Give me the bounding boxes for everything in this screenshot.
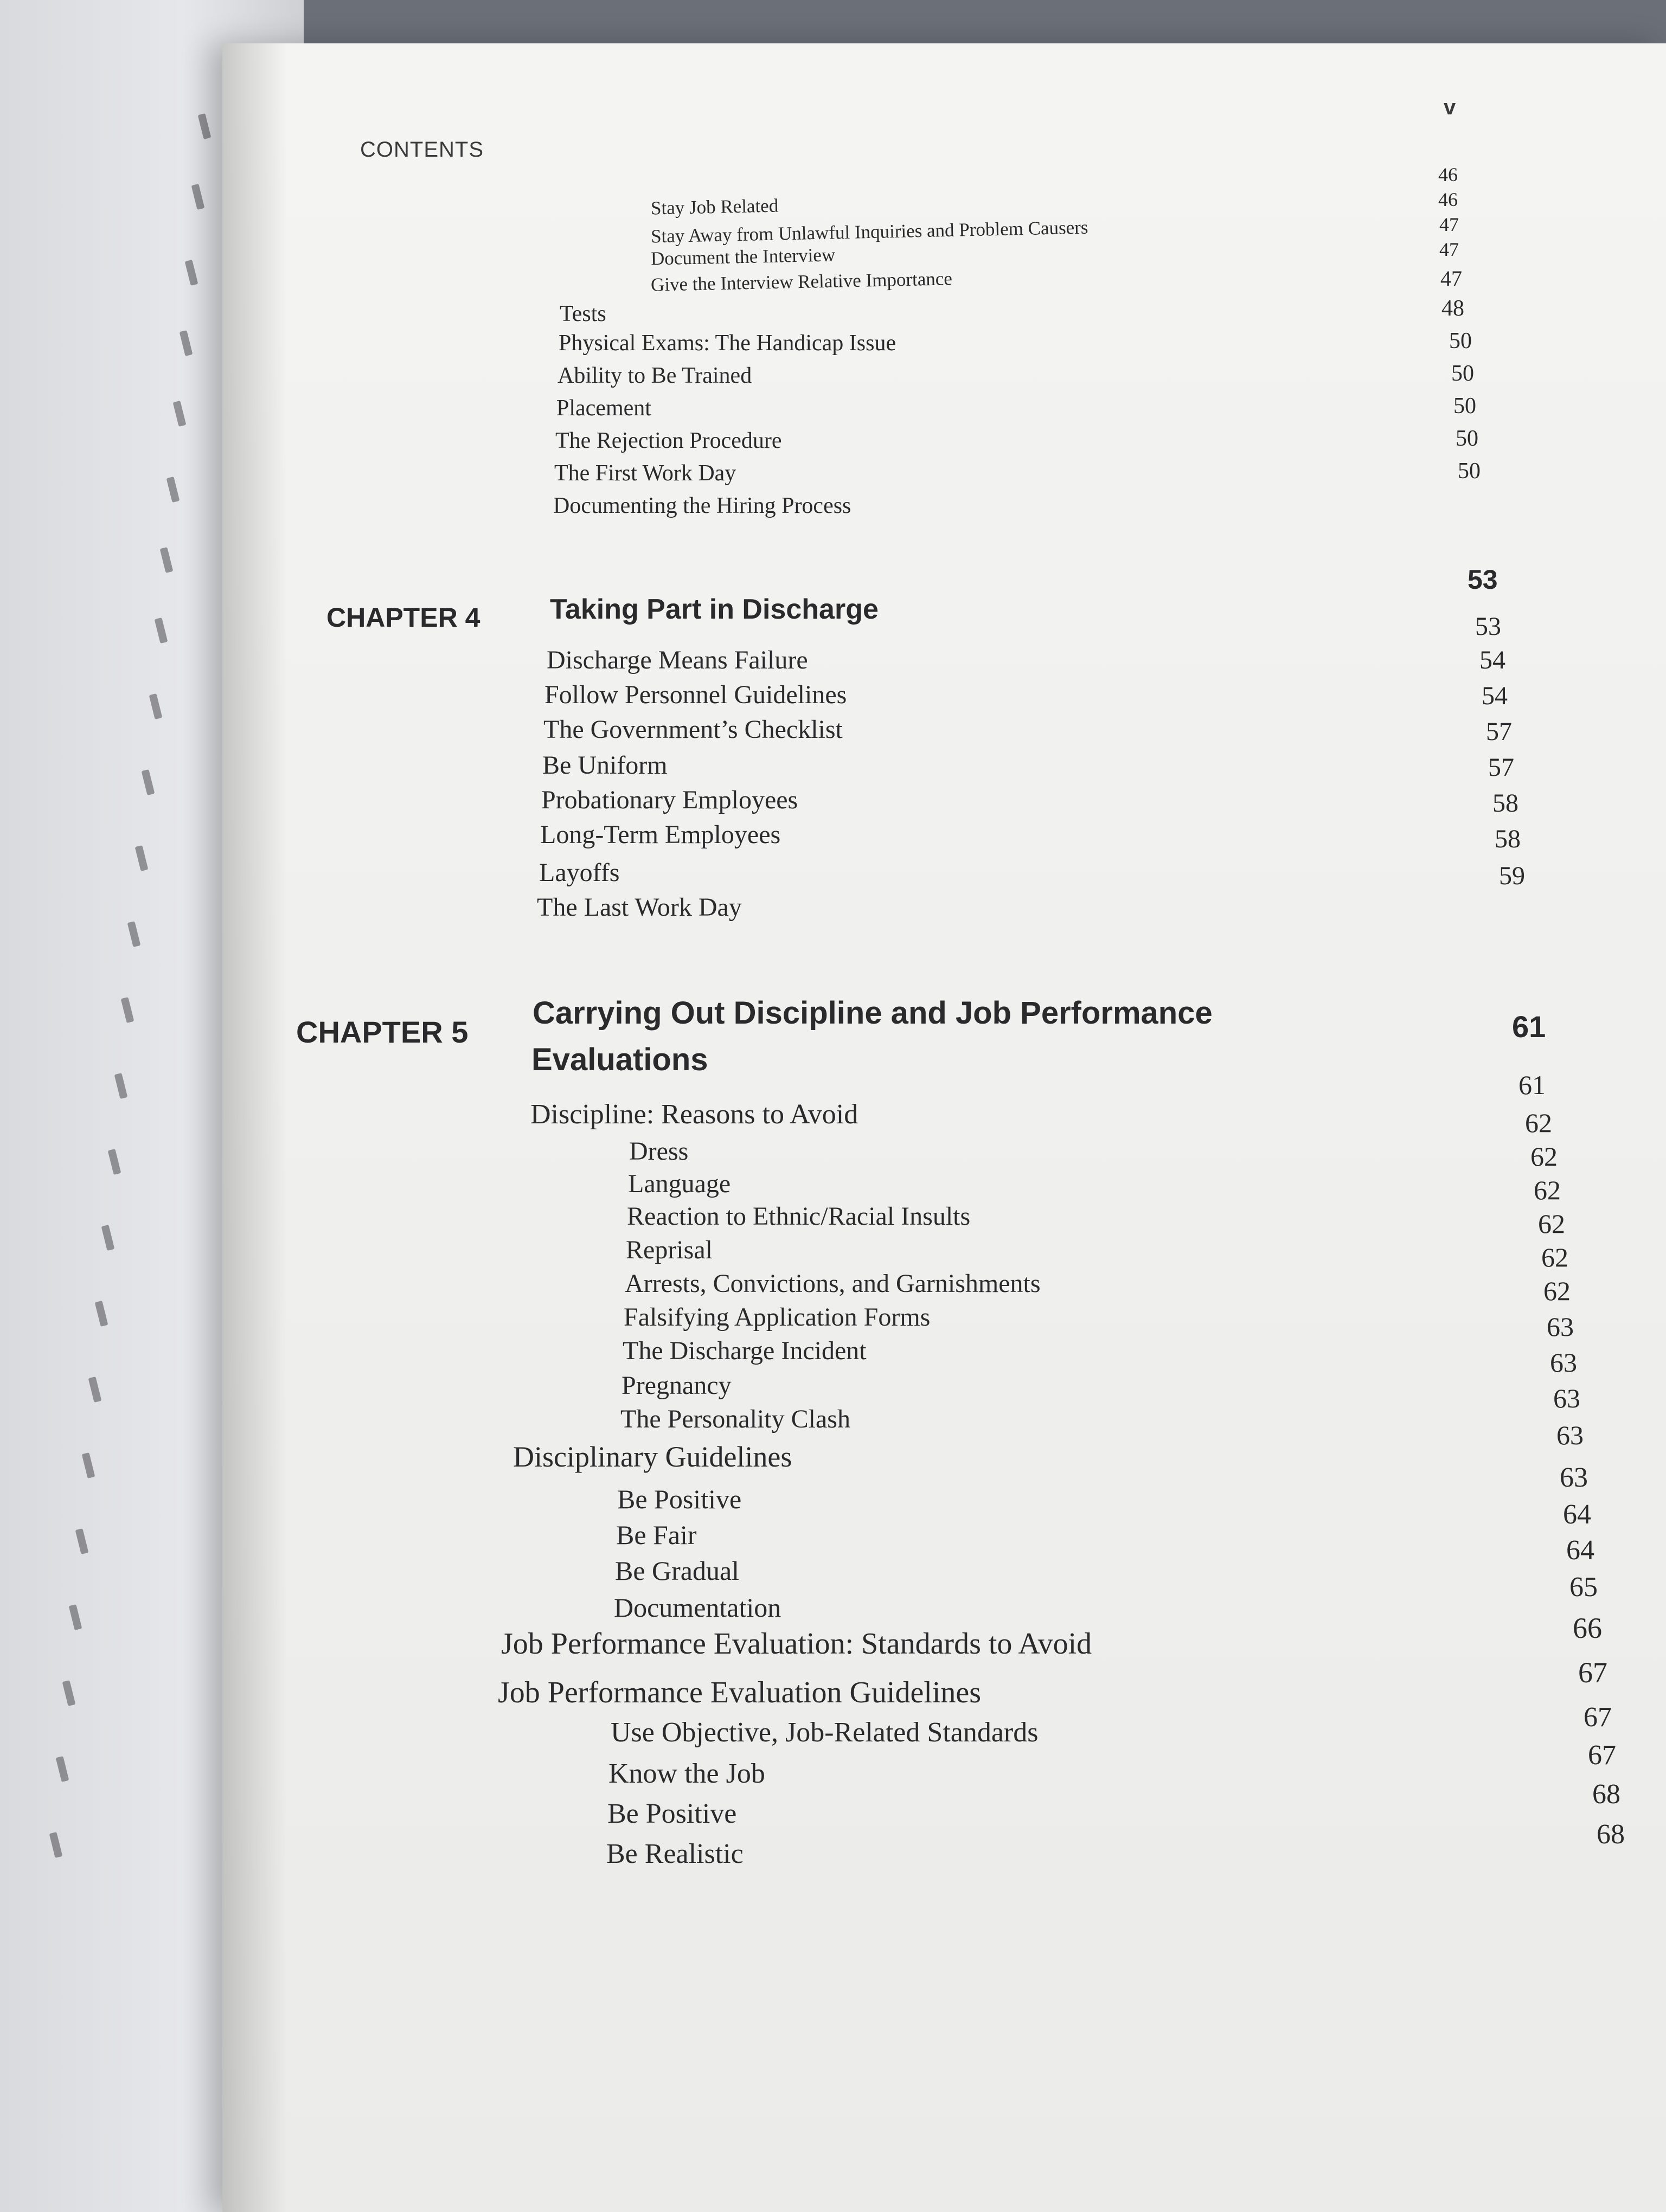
toc-entry-title: Follow Personnel Guidelines bbox=[544, 680, 847, 709]
chapter-title: Carrying Out Discipline and Job Performance bbox=[533, 995, 1213, 1031]
toc-entry-title: The First Work Day bbox=[554, 461, 736, 486]
toc-entry-title: Reaction to Ethnic/Racial Insults bbox=[627, 1202, 971, 1231]
toc-page-number: 62 bbox=[1525, 1108, 1552, 1138]
page-number: v bbox=[1444, 95, 1456, 119]
toc-page-number: 67 bbox=[1588, 1740, 1616, 1771]
toc-entry-title: Stay Job Related bbox=[650, 195, 779, 219]
toc-entry-title: Falsifying Application Forms bbox=[624, 1303, 931, 1332]
toc-page-number: 63 bbox=[1550, 1347, 1577, 1378]
page-gutter-shadow bbox=[222, 43, 287, 2212]
toc-entry-title: Arrests, Convictions, and Garnishments bbox=[625, 1269, 1041, 1298]
toc-entry-title: Pregnancy bbox=[621, 1371, 732, 1400]
toc-entry-title: The Last Work Day bbox=[537, 893, 742, 922]
chapter-title-continued: Evaluations bbox=[531, 1042, 708, 1077]
toc-entry-title: The Discharge Incident bbox=[623, 1336, 867, 1365]
contents-page bbox=[222, 43, 1666, 2212]
toc-entry-title: The Personality Clash bbox=[620, 1405, 850, 1433]
contents-header: CONTENTS bbox=[360, 138, 484, 162]
toc-page-number: 46 bbox=[1438, 189, 1458, 210]
toc-entry-title: Discipline: Reasons to Avoid bbox=[530, 1099, 858, 1130]
toc-entry-title: Reprisal bbox=[626, 1236, 713, 1264]
toc-page-number: 68 bbox=[1592, 1779, 1620, 1810]
facing-page-bleed-marks bbox=[22, 98, 249, 1887]
toc-page-number: 67 bbox=[1584, 1702, 1612, 1733]
toc-page-number: 68 bbox=[1597, 1819, 1625, 1850]
chapter-label: CHAPTER 5 bbox=[296, 1015, 469, 1049]
chapter-title: Taking Part in Discharge bbox=[550, 594, 879, 625]
toc-entry-title: Be Uniform bbox=[542, 751, 668, 780]
toc-entry-title: Be Fair bbox=[616, 1520, 697, 1550]
toc-page-number: 63 bbox=[1556, 1420, 1584, 1450]
toc-entry-title: Language bbox=[628, 1169, 731, 1198]
toc-page-number: 58 bbox=[1492, 789, 1518, 818]
toc-entry-title: Be Positive bbox=[607, 1798, 737, 1829]
toc-entry-title: Be Realistic bbox=[606, 1838, 744, 1869]
toc-page-number: 66 bbox=[1573, 1612, 1602, 1644]
toc-page-number: 58 bbox=[1495, 825, 1521, 853]
toc-page-number: 48 bbox=[1441, 296, 1464, 321]
toc-page-number: 62 bbox=[1530, 1141, 1558, 1172]
toc-entry-title: Job Performance Evaluation: Standards to Avoid bbox=[501, 1627, 1092, 1661]
toc-entry-title: Be Gradual bbox=[615, 1555, 740, 1586]
toc-entry-title: Documentation bbox=[614, 1592, 781, 1623]
toc-entry-title: Be Positive bbox=[617, 1484, 742, 1514]
toc-entry-title: The Rejection Procedure bbox=[555, 428, 782, 453]
toc-page-number: 64 bbox=[1566, 1535, 1594, 1566]
toc-page-number: 47 bbox=[1440, 266, 1462, 291]
toc-page-number: 54 bbox=[1479, 646, 1505, 674]
toc-entry-title: Layoffs bbox=[539, 858, 620, 887]
toc-page-number: 50 bbox=[1449, 329, 1472, 353]
toc-page-number: 67 bbox=[1578, 1656, 1607, 1689]
toc-page-number: 65 bbox=[1569, 1572, 1598, 1603]
toc-page-number: 54 bbox=[1482, 681, 1508, 710]
toc-page-number: 62 bbox=[1538, 1208, 1565, 1239]
toc-entry-title: Stay Away from Unlawful Inquiries and Problem Causers bbox=[650, 216, 1088, 247]
chapter-page-number: 53 bbox=[1468, 564, 1498, 595]
toc-entry-title: Ability to Be Trained bbox=[558, 363, 752, 388]
toc-entry-title: Placement bbox=[556, 396, 651, 421]
toc-page-number: 64 bbox=[1563, 1499, 1591, 1530]
toc-entry-title: Discharge Means Failure bbox=[547, 646, 808, 674]
chapter-page-number: 61 bbox=[1512, 1009, 1546, 1044]
toc-page-number: 63 bbox=[1547, 1311, 1574, 1342]
toc-page-number: 47 bbox=[1439, 214, 1459, 235]
toc-page-number: 57 bbox=[1486, 717, 1512, 746]
toc-entry-title: Give the Interview Relative Importance bbox=[650, 268, 953, 295]
toc-page-number: 50 bbox=[1453, 394, 1476, 419]
chapter-label: CHAPTER 4 bbox=[326, 602, 480, 633]
toc-page-number: 63 bbox=[1560, 1462, 1588, 1493]
toc-page-number: 53 bbox=[1475, 612, 1501, 641]
toc-page-number: 62 bbox=[1543, 1276, 1571, 1306]
toc-page-number: 62 bbox=[1541, 1242, 1568, 1272]
toc-entry-title: Tests bbox=[560, 301, 606, 326]
toc-entry-title: Dress bbox=[629, 1137, 689, 1166]
toc-entry-title: Long-Term Employees bbox=[540, 820, 781, 849]
toc-entry-title: Know the Job bbox=[608, 1758, 765, 1789]
toc-entry-title: The Government’s Checklist bbox=[543, 715, 843, 744]
toc-entry-title: Probationary Employees bbox=[541, 786, 798, 814]
toc-page-number: 46 bbox=[1438, 164, 1458, 185]
toc-page-number: 63 bbox=[1553, 1383, 1580, 1413]
toc-entry-title: Documenting the Hiring Process bbox=[553, 493, 851, 518]
toc-page-number: 59 bbox=[1499, 861, 1525, 890]
toc-entry-title: Document the Interview bbox=[650, 244, 836, 269]
toc-page-number: 47 bbox=[1439, 239, 1459, 260]
toc-page-number: 50 bbox=[1456, 426, 1478, 451]
toc-page-number: 50 bbox=[1451, 361, 1474, 386]
toc-page-number: 62 bbox=[1534, 1175, 1561, 1205]
toc-entry-title: Use Objective, Job-Related Standards bbox=[611, 1717, 1039, 1748]
toc-entry-title: Disciplinary Guidelines bbox=[513, 1441, 792, 1473]
toc-page-number: 57 bbox=[1488, 753, 1514, 782]
toc-entry-title: Physical Exams: The Handicap Issue bbox=[559, 331, 896, 356]
toc-page-number: 61 bbox=[1518, 1070, 1546, 1100]
toc-page-number: 50 bbox=[1458, 459, 1481, 484]
toc-entry-title: Job Performance Evaluation Guidelines bbox=[498, 1676, 982, 1709]
